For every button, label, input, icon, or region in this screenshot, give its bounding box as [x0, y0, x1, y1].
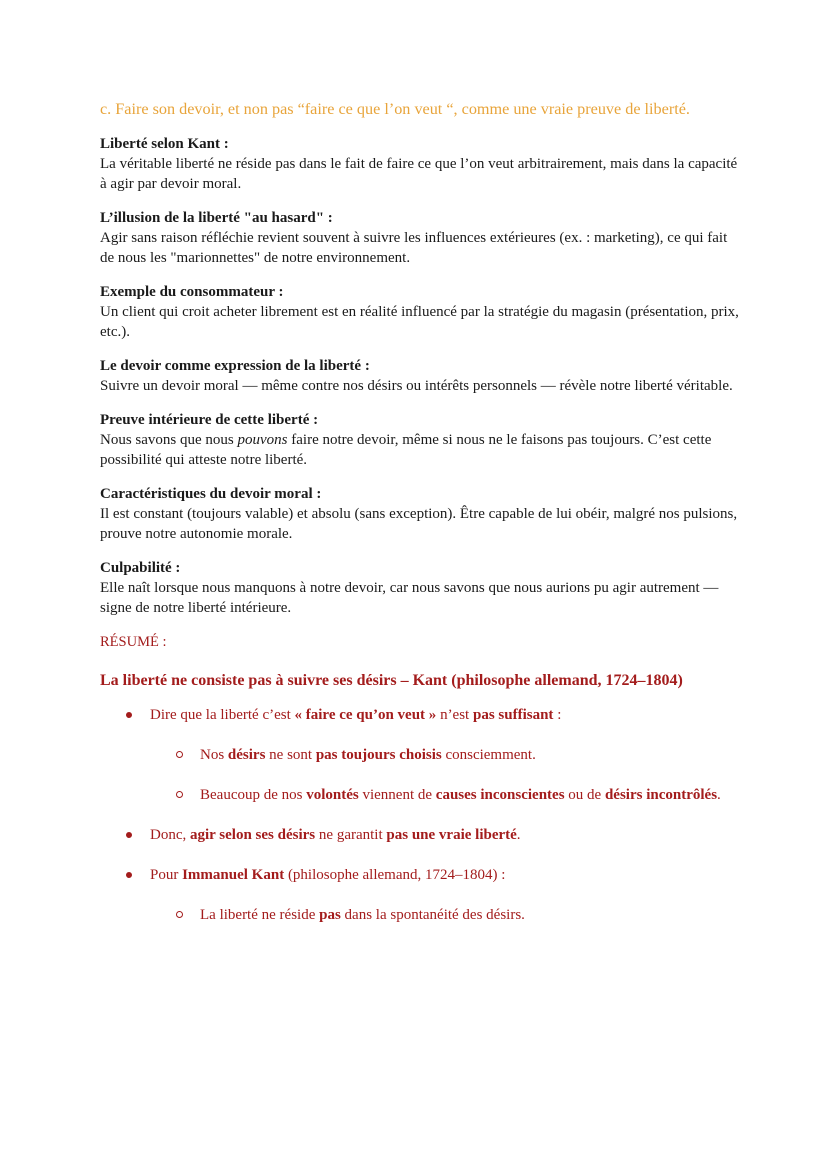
- circle-bullet-icon: [176, 791, 183, 798]
- bold-text: pas une vraie liberté: [386, 827, 517, 843]
- list-item: [150, 905, 740, 925]
- section-title: Preuve intérieure de cette liberté :: [100, 412, 319, 428]
- section-inner-proof: [100, 410, 740, 470]
- bold-text: Immanuel Kant: [182, 867, 285, 883]
- sub-list: [150, 745, 740, 805]
- emphasis: pouvons: [237, 432, 288, 448]
- section-kant-freedom: [100, 134, 740, 194]
- text: .: [717, 787, 721, 803]
- document-page: [100, 99, 740, 945]
- section-body: Elle naît lorsque nous manquons à notre devoir, car nous savons que nous aurions pu agir autrement — signe de notre liberté intérieure.: [100, 580, 719, 616]
- section-body: La véritable liberté ne réside pas dans le fait de faire ce que l’on veut arbitrairement, mais dans la capacité à agir par devoir moral.: [100, 156, 738, 192]
- section-title: Liberté selon Kant :: [100, 136, 229, 152]
- section-consumer: [100, 282, 740, 342]
- section-duty-characteristics: [100, 484, 740, 544]
- resume-label: RÉSUMÉ :: [100, 634, 167, 650]
- bold-text: pas toujours choisis: [315, 747, 442, 763]
- section-body: Suivre un devoir moral — même contre nos désirs ou intérêts personnels — révèle notre liberté véritable.: [100, 378, 733, 394]
- text: ne sont: [265, 747, 316, 763]
- text: Beaucoup de nos: [200, 787, 307, 803]
- section-body: Agir sans raison réfléchie revient souvent à suivre les influences extérieures (ex. : marketing), ce qui fait de nous les "marionnettes" de notre environnement.: [100, 230, 728, 266]
- text: Pour: [150, 867, 183, 883]
- list-item: [150, 785, 740, 805]
- section-title: L’illusion de la liberté "au hasard" :: [100, 210, 333, 226]
- list-item: [100, 705, 740, 805]
- text: .: [516, 827, 521, 843]
- bold-text: pas: [319, 907, 341, 923]
- resume-title: La liberté ne consiste pas à suivre ses désirs – Kant (philosophe allemand, 1724–1804): [100, 672, 683, 689]
- text: La liberté ne réside: [200, 907, 320, 923]
- section-guilt: [100, 558, 740, 618]
- bold-text: causes inconscientes: [435, 787, 565, 803]
- bold-text: désirs incontrôlés: [604, 787, 718, 803]
- section-title: Culpabilité :: [100, 560, 181, 576]
- text: Dire que la liberté c’est: [150, 707, 295, 723]
- list-item: [100, 825, 740, 845]
- text: consciemment.: [441, 747, 536, 763]
- bold-text: « faire ce qu’on veut »: [294, 707, 437, 723]
- text: viennent de: [358, 787, 436, 803]
- bold-text: pas suffisant: [472, 707, 554, 723]
- section-title: Le devoir comme expression de la liberté :: [100, 358, 370, 374]
- text: ne garantit: [315, 827, 387, 843]
- circle-bullet-icon: [176, 911, 183, 918]
- sub-list: [150, 905, 740, 925]
- text: Nous savons que nous: [100, 432, 238, 448]
- text: Donc,: [150, 827, 190, 843]
- text: n’est: [436, 707, 473, 723]
- section-title: Exemple du consommateur :: [100, 284, 284, 300]
- text: :: [553, 707, 562, 723]
- section-body: Un client qui croit acheter librement est en réalité influencé par la stratégie du magasin (présentation, prix, etc.).: [100, 304, 739, 340]
- section-body: Il est constant (toujours valable) et absolu (sans exception). Être capable de lui obéir, malgré nos pulsions, prouve notre autonomie morale.: [100, 506, 738, 542]
- text: (philosophe allemand, 1724–1804) :: [284, 867, 506, 883]
- text: ou de: [564, 787, 605, 803]
- circle-bullet-icon: [176, 751, 183, 758]
- text: Nos: [200, 747, 228, 763]
- bold-text: agir selon ses désirs: [190, 827, 316, 843]
- section-heading: c. Faire son devoir, et non pas “faire ce que l’on veut “, comme une vraie preuve de liberté.: [100, 100, 690, 118]
- text: faire notre devoir, même si nous ne le faisons pas toujours. C’est cette possibilité qui atteste notre liberté.: [100, 432, 712, 468]
- section-body: [100, 430, 740, 470]
- bullet-icon: [126, 712, 132, 718]
- bold-text: volontés: [306, 787, 359, 803]
- resume-list: [100, 705, 740, 925]
- section-title: Caractéristiques du devoir moral :: [100, 486, 322, 502]
- list-item: [100, 865, 740, 925]
- bullet-icon: [126, 832, 132, 838]
- text: dans la spontanéité des désirs.: [340, 907, 525, 923]
- section-illusion: [100, 208, 740, 268]
- list-item: [150, 745, 740, 765]
- bold-text: désirs: [227, 747, 266, 763]
- bullet-icon: [126, 872, 132, 878]
- section-duty-expression: [100, 356, 740, 396]
